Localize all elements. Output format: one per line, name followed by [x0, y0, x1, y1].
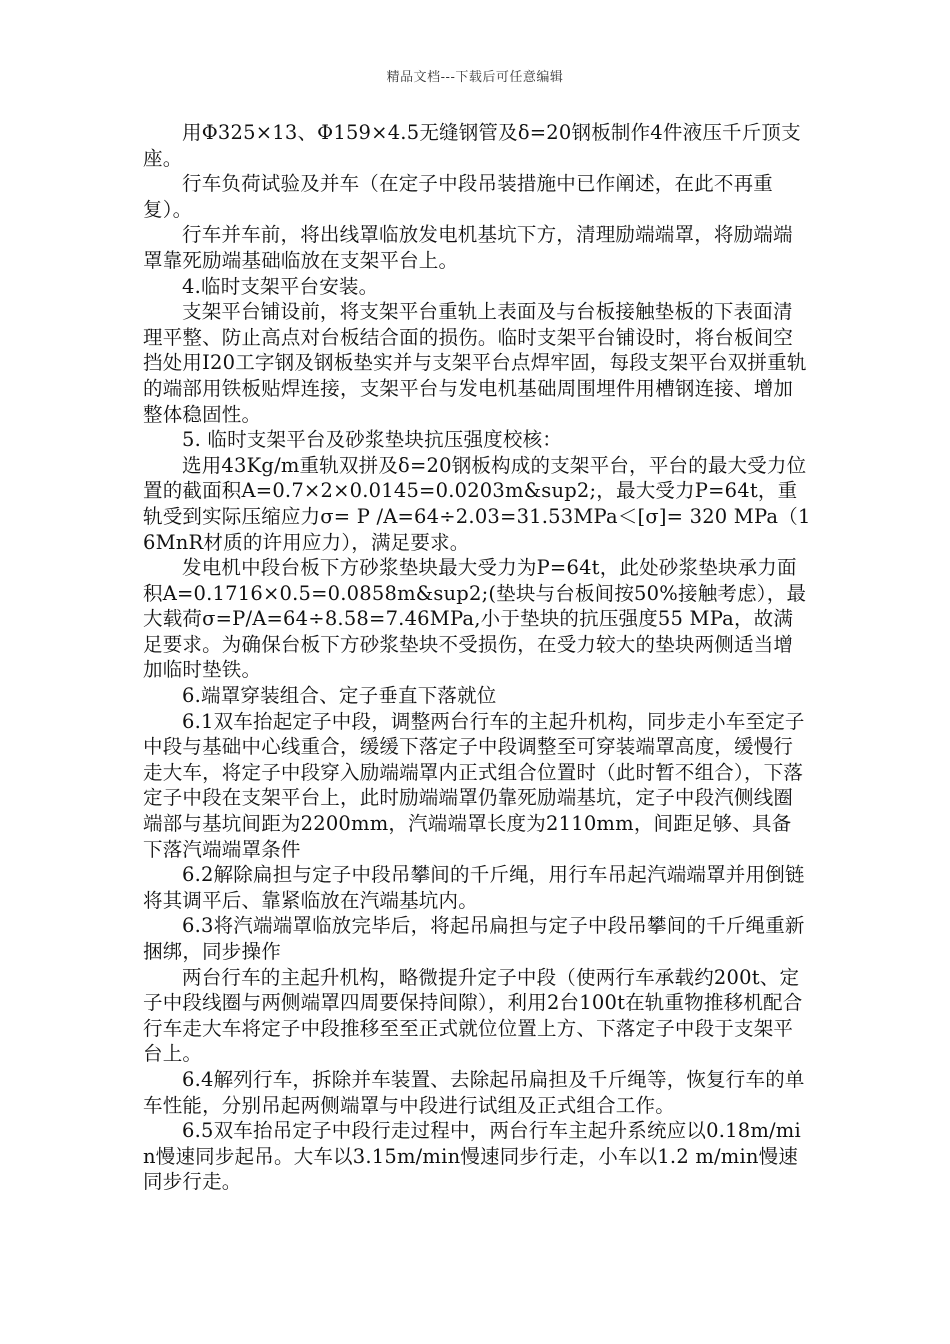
paragraph: 6.3将汽端端罩临放完毕后，将起吊扁担与定子中段吊攀间的千斤绳重新捆绑，同步操作	[143, 914, 805, 963]
paragraph: 发电机中段台板下方砂浆垫块最大受力为P=64t，此处砂浆垫块承力面积A=0.1716×0.5=0.0858m&sup2;(垫块与台板间按50%接触考虑），最大载荷σ=P/A=64÷8.58=7.46MPa,小于垫块的抗压强度55 MPa，故满足要求。为确保台板下方砂浆垫块不受损伤，在受力较大的垫块两侧适当增加临时垫铁。	[143, 556, 807, 682]
paragraph: 6.2解除扁担与定子中段吊攀间的千斤绳，用行车吊起汽端端罩并用倒链将其调平后、靠紧临放在汽端基坑内。	[143, 863, 805, 912]
section-heading: 4.临时支架平台安装。	[182, 274, 379, 298]
paragraph: 6.5双车抬吊定子中段行走过程中，两台行车主起升系统应以0.18m/min慢速同步起吊。大车以3.15m/min慢速同步行走，小车以1.2 m/min慢速同步行走。	[143, 1119, 801, 1194]
section-heading: 6.端罩穿装组合、定子垂直下落就位	[182, 684, 497, 708]
paragraph: 两台行车的主起升机构，略微提升定子中段（使两行车承载约200t、定子中段线圈与两侧端罩四周要保持间隙），利用2台100t在轨重物推移机配合行车走大车将定子中段推移至至正式就位位置上方、下落定子中段于支架平台上。	[143, 965, 803, 1066]
paragraph: 6.4解列行车，拆除并车装置、去除起吊扁担及千斤绳等，恢复行车的单车性能，分别吊起两侧端罩与中段进行试组及正式组合工作。	[143, 1067, 805, 1117]
paragraph: 行车并车前，将出线罩临放发电机基坑下方，清理励端端罩，将励端端罩靠死励端基础临放在支架平台上。	[143, 223, 793, 272]
paragraph: 选用43Kg/m重轨双拼及δ=20钢板构成的支架平台，平台的最大受力位置的截面积A=0.7×2×0.0145=0.0203m&sup2;，最大受力P=64t，重轨受到实际压缩应力σ= P /A=64÷2.03=31.53MPa＜[σ]= 320 MPa（16MnR材质的许用应力），满足要求。	[143, 453, 811, 554]
page-header: 精品文档---下载后可任意编辑	[386, 70, 564, 85]
paragraph: 行车负荷试验及并车（在定子中段吊装措施中已作阐述，在此不再重复）。	[143, 172, 774, 221]
paragraph: 支架平台铺设前，将支架平台重轨上表面及与台板接触垫板的下表面清理平整、防止高点对台板结合面的损伤。临时支架平台铺设时，将台板间空挡处用I20工字钢及钢板垫实并与支架平台点焊牢固，每段支架平台双拼重轨的端部用铁板贴焊连接，支架平台与发电机基础周围埋件用槽钢连接、增加整体稳固性。	[143, 300, 807, 426]
paragraph: 6.1双车抬起定子中段，调整两台行车的主起升机构，同步走小车至定子中段与基础中心线重合，缓缓下落定子中段调整至可穿装端罩高度，缓慢行走大车，将定子中段穿入励端端罩内正式组合位置时（此时暂不组合），下落定子中段在支架平台上，此时励端端罩仍靠死励端基坑，定子中段汽侧线圈端部与基坑间距为2200mm，汽端端罩长度为2110mm，间距足够、具备下落汽端端罩条件	[143, 709, 805, 861]
document-body	[143, 120, 811, 1195]
section-heading: 5. 临时支架平台及砂浆垫块抗压强度校核：	[182, 428, 563, 452]
paragraph: 用Φ325×13、Φ159×4.5无缝钢管及δ=20钢板制作4件液压千斤顶支座。	[143, 121, 801, 170]
